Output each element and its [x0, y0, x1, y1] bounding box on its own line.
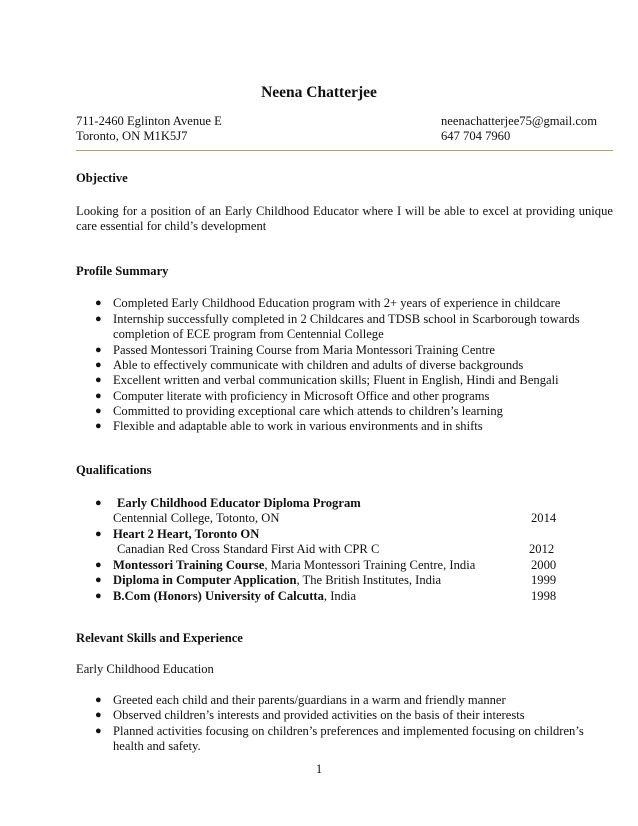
qualification-line — [113, 573, 441, 588]
qualification-detail: , India — [323, 589, 357, 603]
qualification-year: 2014 — [531, 511, 557, 525]
list-item: Committed to providing exceptional care which attends to children’s learning — [113, 404, 503, 418]
qualification-detail: , Maria Montessori Training Centre, India — [264, 558, 476, 572]
page-number: 1 — [315, 762, 323, 776]
bullet-icon: ● — [95, 313, 102, 325]
email-address: neenachatterjee75@gmail.com — [441, 114, 598, 128]
qualification-detail: , The British Institutes, India — [296, 573, 442, 587]
address-line-2: Toronto, ON M1K5J7 — [76, 129, 188, 143]
list-item: Computer literate with proficiency in Microsoft Office and other programs — [113, 389, 490, 403]
list-item: Greeted each child and their parents/guardians in a warm and friendly manner — [113, 693, 506, 707]
qualifications-heading: Qualifications — [76, 463, 152, 477]
bullet-icon: ● — [95, 297, 102, 309]
list-item: Observed children’s interests and provided activities on the basis of their interests — [113, 708, 525, 722]
list-item-continuation: health and safety. — [113, 739, 201, 753]
objective-text: Looking for a position of an Early Childhood Educator where I will be able to excel at providing unique care essential for child’s development — [76, 204, 613, 234]
qualification-title: Heart 2 Heart, Toronto ON — [113, 527, 260, 541]
bullet-icon: ● — [95, 725, 102, 737]
bullet-icon: ● — [95, 374, 102, 386]
qualification-year: 2000 — [531, 558, 557, 572]
bullet-icon: ● — [95, 709, 102, 721]
qualification-title: Diploma in Computer Application — [113, 573, 297, 587]
bullet-icon: ● — [95, 528, 102, 540]
bullet-icon: ● — [95, 405, 102, 417]
qualification-year: 1999 — [531, 573, 557, 587]
list-item: Passed Montessori Training Course from Maria Montessori Training Centre — [113, 343, 495, 357]
qualification-title: Montessori Training Course — [113, 558, 265, 572]
qualification-detail: Centennial College, Totonto, ON — [113, 511, 280, 525]
bullet-icon: ● — [95, 590, 102, 602]
address-line-1: 711-2460 Eglinton Avenue E — [76, 114, 222, 128]
qualification-title: B.Com (Honors) University of Calcutta — [113, 589, 324, 603]
bullet-icon: ● — [95, 359, 102, 371]
list-item: Able to effectively communicate with children and adults of diverse backgrounds — [113, 358, 524, 372]
bullet-icon: ● — [95, 390, 102, 402]
skills-heading: Relevant Skills and Experience — [76, 631, 243, 645]
list-item: Internship successfully completed in 2 Childcares and TDSB school in Scarborough towards — [113, 312, 580, 326]
bullet-icon: ● — [95, 694, 102, 706]
bullet-icon: ● — [95, 344, 102, 356]
list-item-continuation: completion of ECE program from Centennial College — [113, 327, 384, 341]
bullet-icon: ● — [95, 497, 102, 509]
bullet-icon: ● — [95, 420, 102, 432]
qualification-year: 1998 — [531, 589, 557, 603]
bullet-icon: ● — [95, 574, 102, 586]
list-item: Excellent written and verbal communication skills; Fluent in English, Hindi and Bengali — [113, 373, 559, 387]
list-item: Completed Early Childhood Education program with 2+ years of experience in childcare — [113, 296, 561, 310]
qualification-title: Early Childhood Educator Diploma Program — [117, 496, 361, 510]
qualification-line — [113, 558, 475, 573]
profile-summary-heading: Profile Summary — [76, 264, 169, 278]
candidate-name: Neena Chatterjee — [261, 84, 377, 101]
phone-number: 647 704 7960 — [441, 129, 511, 143]
bullet-icon: ● — [95, 559, 102, 571]
qualification-year: 2012 — [529, 542, 555, 556]
skills-subheading: Early Childhood Education — [76, 662, 214, 676]
header-divider — [76, 150, 613, 151]
objective-heading: Objective — [76, 171, 128, 185]
qualification-detail: Canadian Red Cross Standard First Aid with CPR C — [117, 542, 380, 556]
list-item: Planned activities focusing on children’s preferences and implemented focusing on children’s — [113, 724, 584, 738]
qualification-line — [113, 589, 356, 604]
list-item: Flexible and adaptable able to work in various environments and in shifts — [113, 419, 483, 433]
